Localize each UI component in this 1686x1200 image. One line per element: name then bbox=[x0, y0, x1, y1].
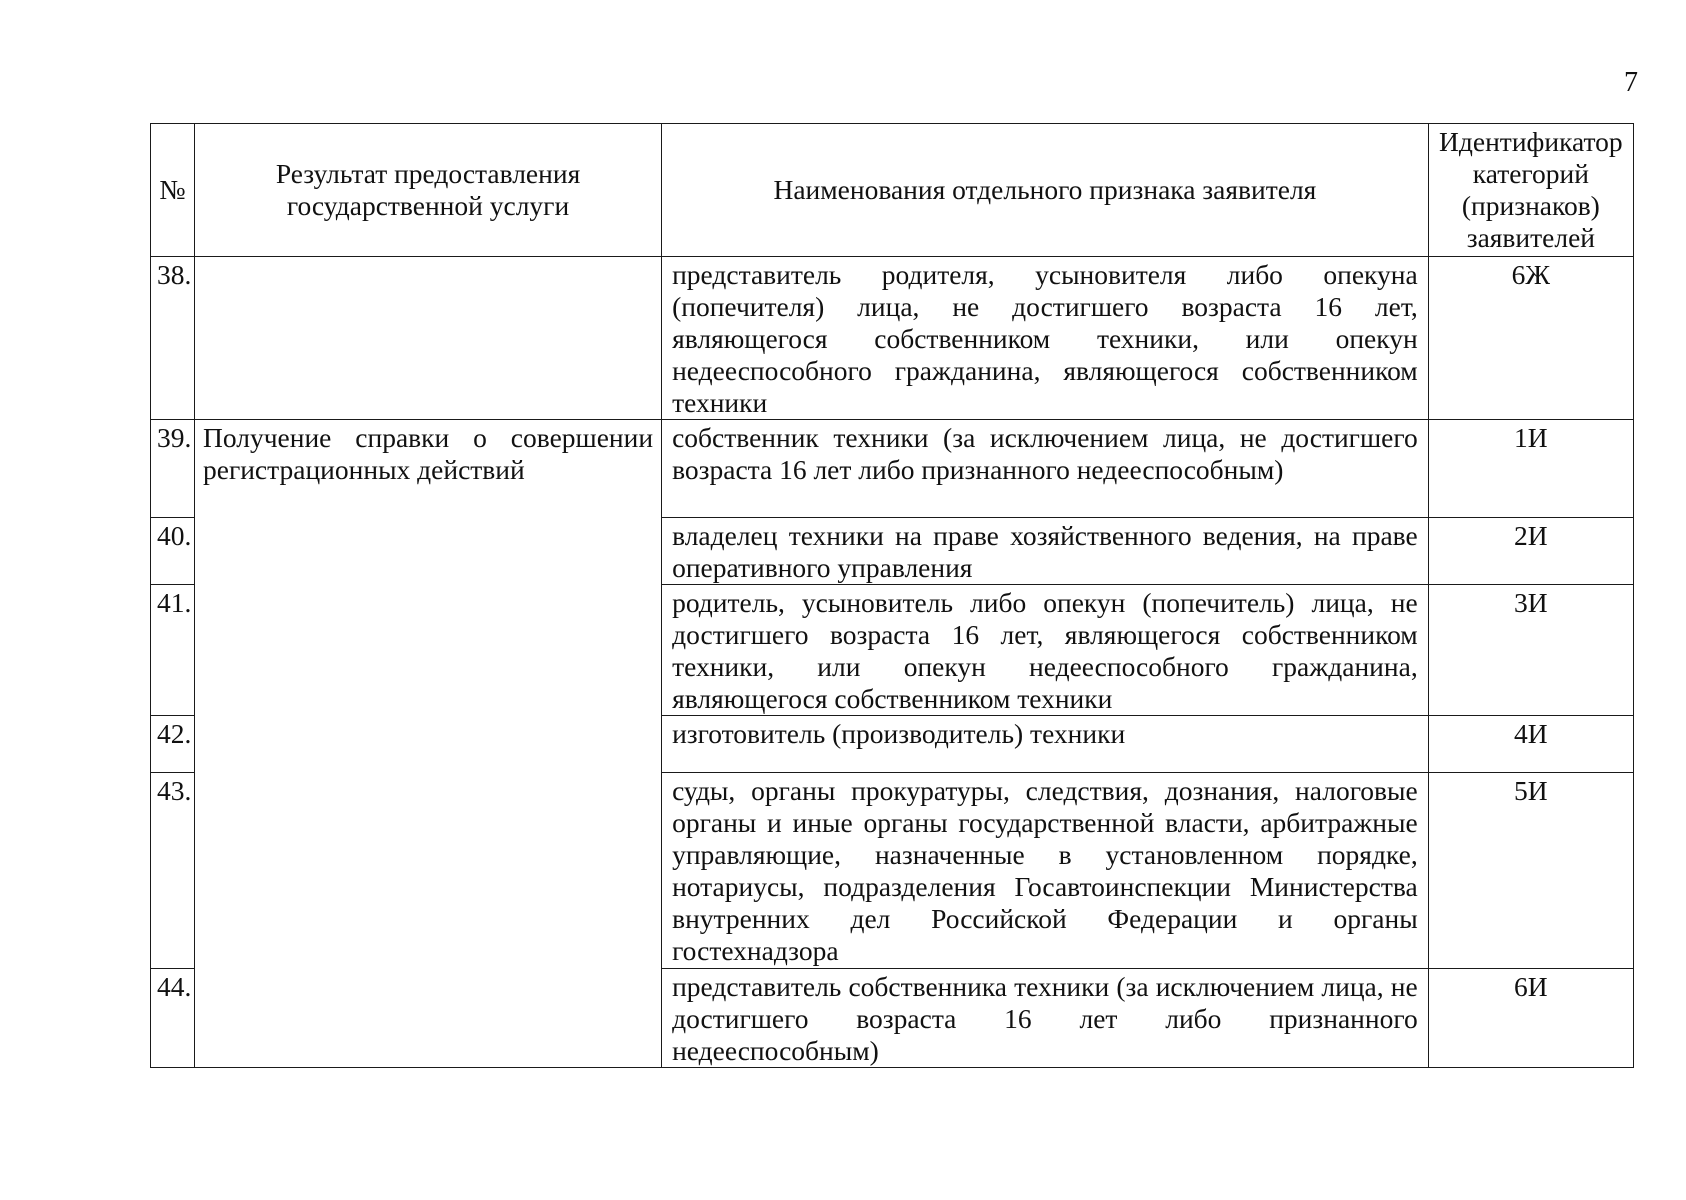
row-number: 38. bbox=[151, 257, 195, 420]
header-number: № bbox=[151, 124, 195, 257]
feature-name-cell: представитель собственника техники (за исключением лица, не достигшего возраста 16 лет либо признанного недееспособным) bbox=[662, 969, 1429, 1068]
header-result: Результат предоставления государственной услуги bbox=[194, 124, 661, 257]
result-cell-empty bbox=[194, 257, 661, 420]
feature-name-cell: изготовитель (производитель) техники bbox=[662, 716, 1429, 773]
page-number: 7 bbox=[1624, 67, 1638, 98]
feature-name-cell: суды, органы прокуратуры, следствия, дознания, налоговые органы и иные органы государственной власти, арбитражные управляющие, назначенные в установленном порядке, нотариусы, подразделения Госавтоинспекции Министерства внутренних дел Российской Федерации и органы гостехнадзора bbox=[662, 773, 1429, 969]
header-category-id: Идентификатор категорий (признаков) заявителей bbox=[1428, 124, 1633, 257]
header-feature-name: Наименования отдельного признака заявителя bbox=[662, 124, 1429, 257]
row-number: 41. bbox=[151, 585, 195, 716]
row-number: 40. bbox=[151, 518, 195, 585]
category-id-cell: 4И bbox=[1428, 716, 1633, 773]
category-id-cell: 6Ж bbox=[1428, 257, 1633, 420]
feature-name-cell: представитель родителя, усыновителя либо опекуна (попечителя) лица, не достигшего возраста 16 лет, являющегося собственником техники, или опекун недееспособного гражданина, являющегося собственником техники bbox=[662, 257, 1429, 420]
category-id-cell: 1И bbox=[1428, 420, 1633, 518]
category-id-cell: 5И bbox=[1428, 773, 1633, 969]
table-row bbox=[151, 420, 1634, 518]
feature-name-cell: владелец техники на праве хозяйственного ведения, на праве оперативного управления bbox=[662, 518, 1429, 585]
table-row bbox=[151, 257, 1634, 420]
row-number: 39. bbox=[151, 420, 195, 518]
table-header-row bbox=[151, 124, 1634, 257]
category-id-cell: 2И bbox=[1428, 518, 1633, 585]
category-id-cell: 3И bbox=[1428, 585, 1633, 716]
row-number: 43. bbox=[151, 773, 195, 969]
feature-name-cell: родитель, усыновитель либо опекун (попечитель) лица, не достигшего возраста 16 лет, являющегося собственником техники, или опекун недееспособного гражданина, являющегося собственником техники bbox=[662, 585, 1429, 716]
row-number: 44. bbox=[151, 969, 195, 1068]
row-number: 42. bbox=[151, 716, 195, 773]
category-id-cell: 6И bbox=[1428, 969, 1633, 1068]
feature-name-cell: собственник техники (за исключением лица, не достигшего возраста 16 лет либо признанного недееспособным) bbox=[662, 420, 1429, 518]
applicant-categories-table bbox=[150, 123, 1634, 1068]
result-cell-merged: Получение справки о совершении регистрационных действий bbox=[194, 420, 661, 1068]
